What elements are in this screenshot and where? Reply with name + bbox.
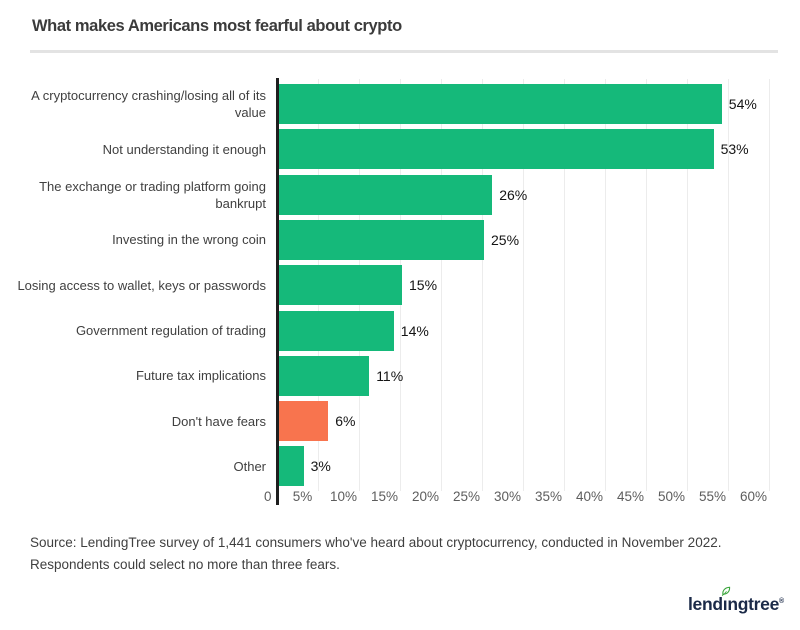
lendingtree-logo <box>688 594 784 615</box>
category-label: Investing in the wrong coin <box>112 232 266 248</box>
bar <box>279 265 402 305</box>
bar <box>279 311 394 351</box>
leaf-icon <box>721 586 731 596</box>
chart-title: What makes Americans most fearful about crypto <box>32 17 402 35</box>
registered-mark: ® <box>779 598 784 606</box>
category-label: A cryptocurrency crashing/losing all of its value <box>31 88 266 120</box>
logo-i-with-leaf <box>723 594 728 615</box>
bar <box>279 175 492 215</box>
value-label: 11% <box>376 367 404 384</box>
value-label: 14% <box>400 322 429 339</box>
value-label: 53% <box>720 141 749 158</box>
category-label: Government regulation of trading <box>75 323 266 338</box>
x-tick-label: 35% <box>534 489 563 504</box>
category-label: The exchange or trading platform going bankrupt <box>39 178 266 211</box>
x-tick-label: 10% <box>329 489 358 504</box>
value-label: 26% <box>499 186 528 203</box>
category-label: Losing access to wallet, keys or passwords <box>17 277 266 293</box>
x-tick-label: 0 <box>263 489 272 504</box>
value-label: 3% <box>310 458 331 475</box>
category-label: Not understanding it enough <box>102 141 266 157</box>
logo-text-i: ı <box>722 594 728 614</box>
x-tick-label: 20% <box>411 489 440 504</box>
x-tick-label: 30% <box>493 489 522 504</box>
category-label: Future tax implications <box>135 368 266 384</box>
x-tick-label: 60% <box>739 489 768 504</box>
logo-text-tail: ngtree <box>727 594 780 614</box>
bar <box>279 356 369 396</box>
bar <box>279 446 304 486</box>
source-note: Source: LendingTree survey of 1,441 consumers who've heard about cryptocurrency, conducted in November 2022. Respondents could select no more than three fears. <box>30 535 722 572</box>
logo-text-lead: lend <box>688 594 723 614</box>
value-label: 6% <box>335 413 356 430</box>
x-tick-label: 25% <box>452 489 481 504</box>
category-label: Don't have fears <box>171 413 266 429</box>
x-tick-label: 55% <box>698 489 727 504</box>
bar <box>279 84 722 124</box>
value-label: 15% <box>409 277 438 294</box>
x-tick-label: 50% <box>657 489 686 504</box>
value-label: 54% <box>728 96 757 112</box>
x-tick-label: 5% <box>292 489 313 504</box>
category-label: Other <box>233 458 266 474</box>
x-tick-label: 40% <box>575 489 604 504</box>
x-tick-label: 45% <box>616 489 645 504</box>
bar <box>279 220 484 260</box>
bar <box>279 129 714 169</box>
gridline <box>769 79 770 491</box>
bar <box>279 401 328 441</box>
x-tick-label: 15% <box>370 489 399 504</box>
value-label: 25% <box>491 231 520 248</box>
